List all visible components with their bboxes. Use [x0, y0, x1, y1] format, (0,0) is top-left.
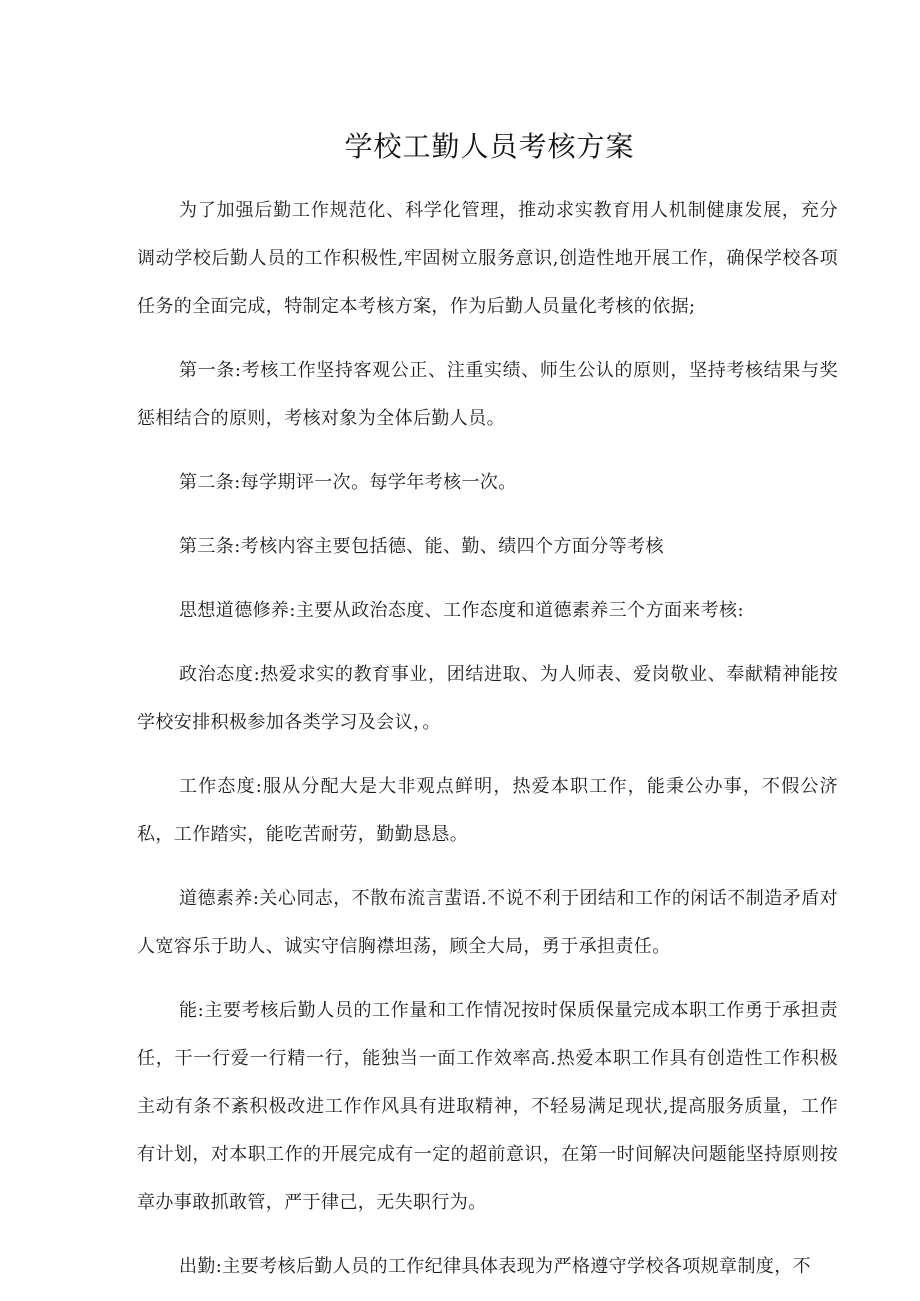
- paragraph-moral-cultivation: 思想道德修养:主要从政治态度、工作态度和道德素养三个方面来考核:: [179, 600, 744, 621]
- paragraph-intro: 为了加强后勤工作规范化、科学化管理，推动求实教育用人机制健康发展，充分调动学校后勤人员的工作积极性,牢固树立服务意识,创造性地开展工作，确保学校各项任务的全面完成，特制定本考核方案，作为后勤人员量化考核的依据;: [137, 200, 838, 317]
- paragraph-moral-quality: 道德素养:关心同志，不散布流言蜚语.不说不利于团结和工作的闲话不制造矛盾对人宽容乐于助人、诚实守信胸襟坦荡，顾全大局，勇于承担责任。: [137, 888, 838, 957]
- paragraph-work-attitude: 工作态度:服从分配大是大非观点鲜明，热爱本职工作，能秉公办事，不假公济私，工作踏实，能吃苦耐劳，勤勤恳恳。: [137, 776, 838, 845]
- paragraph-attendance: 出勤:主要考核后勤人员的工作纪律具体表现为严格遵守学校各项规章制度，不: [179, 1256, 812, 1277]
- paragraph-article-1: 第一条:考核工作坚持客观公正、注重实绩、师生公认的原则，坚持考核结果与奖惩相结合的原则，考核对象为全体后勤人员。: [137, 360, 838, 429]
- paragraph-article-3: 第三条:考核内容主要包括德、能、勤、绩四个方面分等考核: [179, 536, 664, 557]
- paragraph-political-attitude: 政治态度:热爱求实的教育事业，团结进取、为人师表、爱岗敬业、奉献精神能按学校安排积极参加各类学习及会议，。: [137, 664, 838, 733]
- paragraph-ability: 能:主要考核后勤人员的工作量和工作情况按时保质保量完成本职工作勇于承担责任，干一行爱一行精一行，能独当一面工作效率高.热爱本职工作具有创造性工作积极主动有条不紊积极改进工作作风具有进取精神，不轻易满足现状,提高服务质量，工作有计划，对本职工作的开展完成有一定的超前意识，在第一时间解决问题能坚持原则按章办事敢抓敢管，严于律己，无失职行为。: [137, 1000, 838, 1213]
- document-title: 学校工勤人员考核方案: [344, 130, 635, 163]
- paragraph-article-2: 第二条:每学期评一次。每学年考核一次。: [179, 472, 517, 493]
